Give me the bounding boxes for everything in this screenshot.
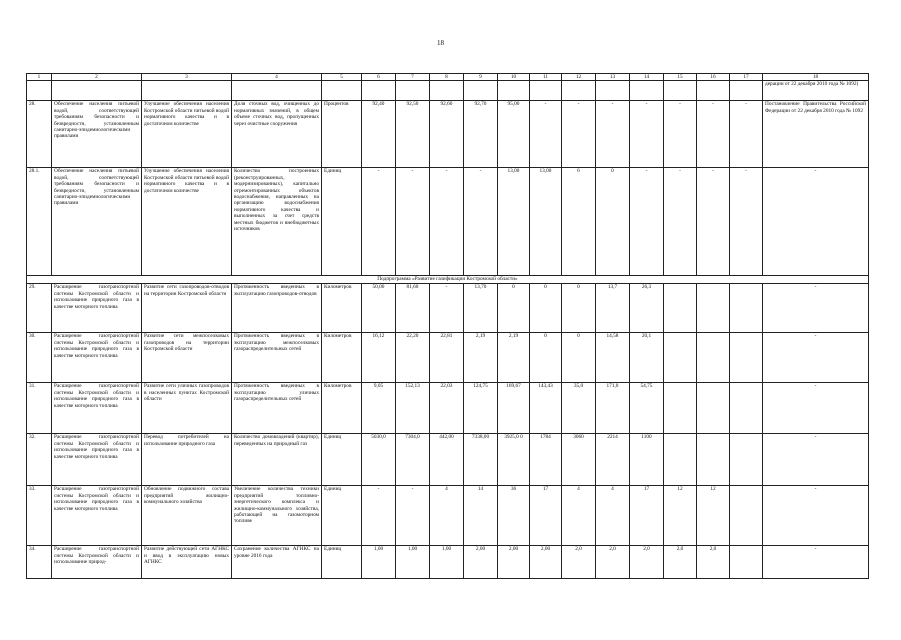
value-cell: 2214 xyxy=(596,434,630,486)
header-cell: 11 xyxy=(530,74,562,81)
value-cell: 2,0 xyxy=(630,546,664,579)
indicator-cell: Количество домовладений (квартир), переведенных на природный газ xyxy=(232,434,322,486)
value-cell: 81,60 xyxy=(396,284,430,333)
header-cell: 3 xyxy=(142,74,232,81)
value-cell xyxy=(664,434,697,486)
value-cell: - xyxy=(630,168,664,276)
value-cell: 143,43 xyxy=(530,383,562,434)
value-cell: 9,05 xyxy=(362,383,396,434)
value-cell: 0 xyxy=(596,168,630,276)
unit-cell: Единиц xyxy=(322,546,362,579)
header-cell: 13 xyxy=(596,74,630,81)
value-cell xyxy=(730,486,763,546)
subprogram-title: Подпрограмма «Развитие газификации Костромской области» xyxy=(27,276,869,284)
value-cell: 12 xyxy=(664,486,697,546)
value-cell: 4 xyxy=(596,486,630,546)
value-cell xyxy=(664,383,697,434)
task-cell: Расширение газотранспортной системы Костромской области и использование природного газа в качестве моторного топлива xyxy=(52,383,142,434)
page-number: 18 xyxy=(437,39,444,47)
value-cell: 0 xyxy=(562,284,596,333)
value-cell xyxy=(730,284,763,333)
source-cell: - xyxy=(763,168,869,276)
value-cell: 20,1 xyxy=(630,333,664,383)
value-cell: 3060 xyxy=(562,434,596,486)
goal-cell: Развитие сети межпоселковых газопроводов на территории Костромской области xyxy=(142,333,232,383)
task-cell: Расширение газотранспортной системы Костромской области и использование природного газа в качестве моторного топлива xyxy=(52,284,142,333)
continuation-row xyxy=(27,81,869,101)
row-number: 33. xyxy=(27,486,52,546)
value-cell: 2,0 xyxy=(664,546,697,579)
header-cell: 2 xyxy=(52,74,142,81)
value-cell: 92,50 xyxy=(396,101,430,168)
value-cell: 22,81 xyxy=(430,333,464,383)
value-cell: 22,03 xyxy=(430,383,464,434)
value-cell: 124,75 xyxy=(464,383,498,434)
value-cell: 14 xyxy=(464,486,498,546)
value-cell xyxy=(664,333,697,383)
value-cell xyxy=(664,284,697,333)
value-cell: 1784 xyxy=(530,434,562,486)
goal-cell: Улучшение обеспечения населения Костромской области питьевой водой нормативного качества и в достаточном количестве xyxy=(142,101,232,168)
value-cell: 4 xyxy=(430,486,464,546)
header-row xyxy=(27,74,869,81)
source-cell: - xyxy=(763,383,869,434)
header-cell: 10 xyxy=(498,74,530,81)
value-cell: 2,0 xyxy=(562,546,596,579)
header-cell: 17 xyxy=(730,74,763,81)
value-cell xyxy=(730,333,763,383)
table-row xyxy=(27,168,869,276)
row-number: 28.1. xyxy=(27,168,52,276)
value-cell: 54,75 xyxy=(630,383,664,434)
header-cell: 8 xyxy=(430,74,464,81)
source-cell: - xyxy=(763,486,869,546)
value-cell: 22,20 xyxy=(396,333,430,383)
value-cell: 171,0 xyxy=(596,383,630,434)
unit-cell: Километров xyxy=(322,383,362,434)
value-cell xyxy=(730,546,763,579)
goal-cell: Обновление подвижного состава предприятий жилищно-коммунального хозяйства xyxy=(142,486,232,546)
unit-cell: Процентов xyxy=(322,101,362,168)
value-cell: 7304,0 xyxy=(396,434,430,486)
value-cell: 2,0 xyxy=(596,546,630,579)
value-cell: 14,58 xyxy=(596,333,630,383)
value-cell: 2,00 xyxy=(498,546,530,579)
value-cell: 17 xyxy=(630,486,664,546)
header-cell: 4 xyxy=(232,74,322,81)
goal-cell: Развитие действующей сети АГНКС и ввод в эксплуатацию новых АГНКС xyxy=(142,546,232,579)
value-cell: 442,00 xyxy=(430,434,464,486)
value-cell: 95,00 xyxy=(498,101,530,168)
table-row xyxy=(27,546,869,579)
row-number: 32. xyxy=(27,434,52,486)
source-cell: - xyxy=(763,546,869,579)
table-row xyxy=(27,383,869,434)
value-cell: 92,40 xyxy=(362,101,396,168)
value-cell: - xyxy=(730,101,763,168)
table-row xyxy=(27,284,869,333)
value-cell: - xyxy=(464,168,498,276)
header-cell: 14 xyxy=(630,74,664,81)
task-cell: Расширение газотранспортной системы Костромской области и использование природного газа в качестве моторного топлива xyxy=(52,434,142,486)
row-number: 31. xyxy=(27,383,52,434)
unit-cell: Километров xyxy=(322,284,362,333)
row-number: 30. xyxy=(27,333,52,383)
task-cell: Расширение газотранспортной системы Костромской области и использование природного газа в качестве моторного топлива xyxy=(52,333,142,383)
value-cell: 0 xyxy=(498,284,530,333)
value-cell: 2,00 xyxy=(464,546,498,579)
value-cell: 17 xyxy=(530,486,562,546)
value-cell: - xyxy=(697,168,730,276)
indicator-cell: Доля сточных вод, очищенных до нормативных значений, в общем объеме сточных вод, пропущенных через очистные сооружения xyxy=(232,101,322,168)
task-cell: Обеспечение населения питьевой водой, соответствующей требованиям безопасности и безвредности, установленным санитарно-эпидемиологическими правилами xyxy=(52,101,142,168)
value-cell: 169,67 xyxy=(498,383,530,434)
value-cell: 152,13 xyxy=(396,383,430,434)
row-number: 28. xyxy=(27,101,52,168)
value-cell xyxy=(697,434,730,486)
value-cell: 6 xyxy=(562,168,596,276)
value-cell: - xyxy=(664,168,697,276)
goal-cell: Перевод потребителей на использование природного газа xyxy=(142,434,232,486)
value-cell: 0 xyxy=(530,333,562,383)
table-row xyxy=(27,434,869,486)
value-cell: - xyxy=(664,101,697,168)
value-cell: 2,19 xyxy=(498,333,530,383)
goal-cell: Развитие сети газопроводов-отводов на территории Костромской области xyxy=(142,284,232,333)
header-cell: 15 xyxy=(664,74,697,81)
source-cell: - xyxy=(763,284,869,333)
subprogram-row xyxy=(27,276,869,284)
value-cell: 2,0 xyxy=(697,546,730,579)
header-cell: 12 xyxy=(562,74,596,81)
value-cell xyxy=(697,333,730,383)
row-number: 29. xyxy=(27,284,52,333)
indicator-cell: Протяженность введенных в эксплуатацию газопроводов-отводов xyxy=(232,284,322,333)
goal-cell: Развитие сети уличных газопроводов в населенных пунктах Костромской области xyxy=(142,383,232,434)
task-cell: Обеспечение населения питьевой водой, соответствующей требованиям безопасности и безвредности, установленным санитарно-эпидемиологическими правилами xyxy=(52,168,142,276)
value-cell: 5030,0 xyxy=(362,434,396,486)
header-cell: 6 xyxy=(362,74,396,81)
header-cell: 18 xyxy=(763,74,869,81)
value-cell: 92,60 xyxy=(430,101,464,168)
indicator-cell: Протяженность введенных в эксплуатацию межпоселковых газораспределительных сетей xyxy=(232,333,322,383)
value-cell: 13,7 xyxy=(596,284,630,333)
source-cell: - xyxy=(763,434,869,486)
value-cell: 4 xyxy=(562,486,596,546)
value-cell: 36 xyxy=(498,486,530,546)
task-cell: Расширение газотранспортной системы Костромской области и использование природного газа в качестве моторного топлива xyxy=(52,486,142,546)
unit-cell: Единиц xyxy=(322,434,362,486)
value-cell: - xyxy=(730,168,763,276)
value-cell: - xyxy=(630,101,664,168)
source-cell: - xyxy=(763,333,869,383)
indicator-cell: Протяженность введенных в эксплуатацию уличных газораспределительных сетей xyxy=(232,383,322,434)
value-cell: 2,00 xyxy=(530,546,562,579)
value-cell: 3925,0 0 xyxy=(498,434,530,486)
task-cell: Расширение газотранспортной системы Костромской области и использование природ- xyxy=(52,546,142,579)
table-row xyxy=(27,333,869,383)
value-cell: - xyxy=(430,284,464,333)
value-cell xyxy=(697,284,730,333)
source-cell: Постановление Правительства Российской Федерации от 22 декабря 2010 года № 1092 xyxy=(763,101,869,168)
table-row xyxy=(27,101,869,168)
header-cell: 7 xyxy=(396,74,430,81)
value-cell: - xyxy=(430,168,464,276)
value-cell: 1,00 xyxy=(430,546,464,579)
goal-cell: Улучшение обеспечения населения Костромской области питьевой водой нормативного качества и в достаточном количестве xyxy=(142,168,232,276)
value-cell: - xyxy=(596,101,630,168)
value-cell: 13,00 xyxy=(530,168,562,276)
value-cell: 13,00 xyxy=(498,168,530,276)
header-cell: 9 xyxy=(464,74,498,81)
value-cell: 1100 xyxy=(630,434,664,486)
value-cell: 2,19 xyxy=(464,333,498,383)
value-cell: 7338,00 xyxy=(464,434,498,486)
value-cell: 12 xyxy=(697,486,730,546)
value-cell: - xyxy=(530,101,562,168)
value-cell: - xyxy=(562,101,596,168)
header-cell: 16 xyxy=(697,74,730,81)
value-cell: 92,70 xyxy=(464,101,498,168)
indicator-cell: Сохранение количества АГНКС на уровне 2016 года xyxy=(232,546,322,579)
value-cell: 16,12 xyxy=(362,333,396,383)
indicator-cell: Количество построенных (реконструированных, модернизированных), капитально отремонтированных объектов водоснабжения, направленных на организацию водоснабжения нормативного качества и выполненных за счет средств местных бюджетов и внебюджетных источников xyxy=(232,168,322,276)
indicators-table xyxy=(26,73,869,579)
value-cell: - xyxy=(396,168,430,276)
row-number: 34. xyxy=(27,546,52,579)
value-cell xyxy=(730,383,763,434)
value-cell: 0 xyxy=(530,284,562,333)
value-cell: 13,70 xyxy=(464,284,498,333)
value-cell: 35,0 xyxy=(562,383,596,434)
header-cell: 1 xyxy=(27,74,52,81)
indicator-cell: Увеличение количества техники предприятий топливно-энергетического комплекса и жилищно-коммунального хозяйства, работающей на газомоторном топливе xyxy=(232,486,322,546)
value-cell: - xyxy=(362,168,396,276)
continuation-note: дерации от 22 декабря 2010 года № 1092) xyxy=(763,81,869,101)
table-row xyxy=(27,486,869,546)
value-cell: - xyxy=(697,101,730,168)
value-cell: 0 xyxy=(562,333,596,383)
unit-cell: Километров xyxy=(322,333,362,383)
unit-cell: Единиц xyxy=(322,486,362,546)
value-cell: - xyxy=(362,486,396,546)
value-cell: 1,00 xyxy=(396,546,430,579)
value-cell: 50,00 xyxy=(362,284,396,333)
value-cell: 1,00 xyxy=(362,546,396,579)
value-cell xyxy=(730,434,763,486)
value-cell xyxy=(697,383,730,434)
unit-cell: Единиц xyxy=(322,168,362,276)
value-cell: - xyxy=(396,486,430,546)
header-cell: 5 xyxy=(322,74,362,81)
value-cell: 26,3 xyxy=(630,284,664,333)
